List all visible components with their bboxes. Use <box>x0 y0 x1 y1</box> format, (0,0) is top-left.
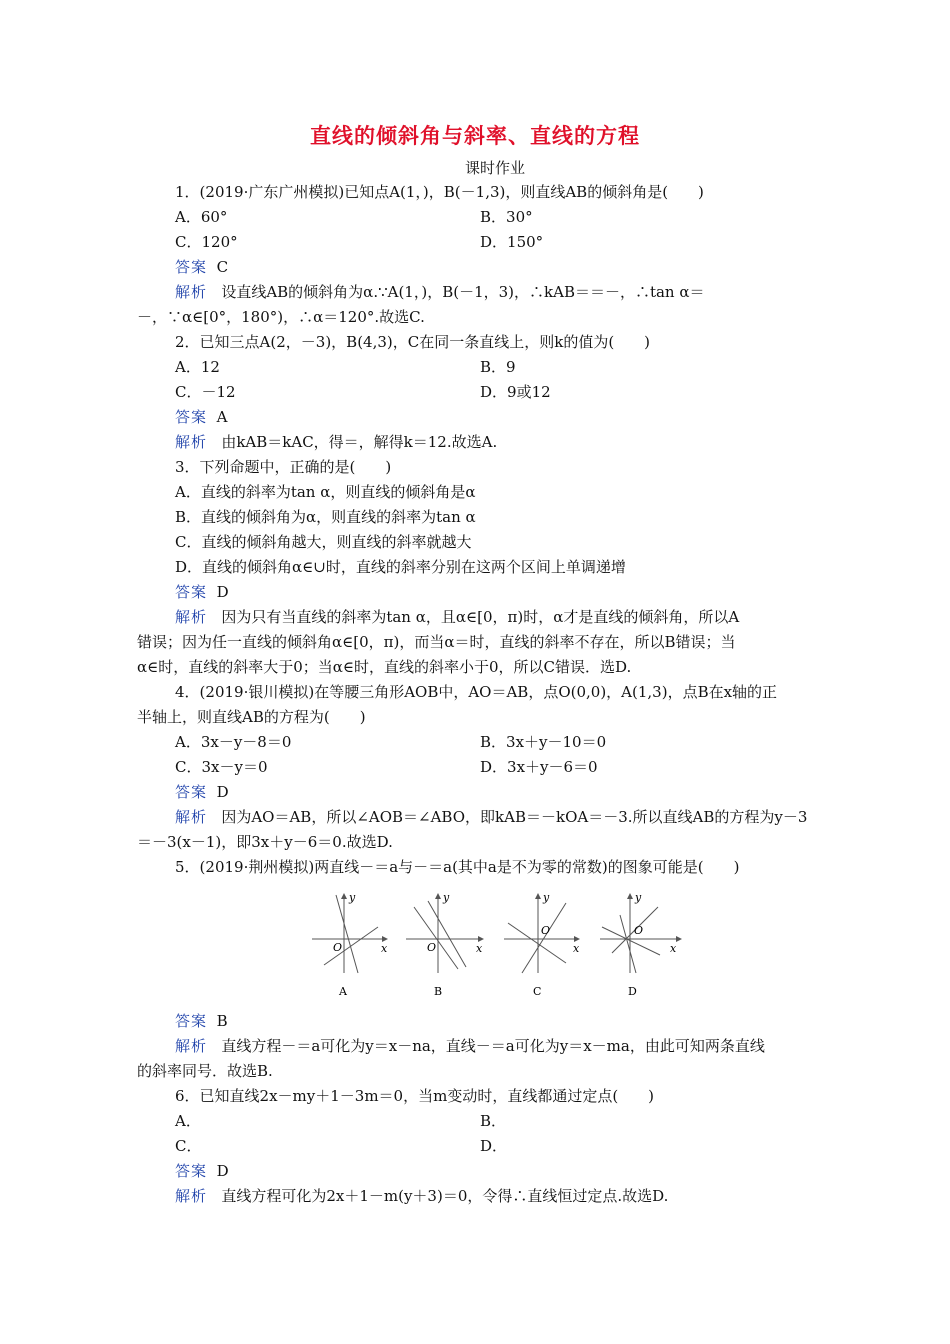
q3-option-a: A．直线的斜率为tan α，则直线的倾斜角是α <box>175 483 476 501</box>
q1-option-c: C．120° <box>175 233 238 251</box>
q2-answer: A <box>216 408 228 426</box>
q3-analysis-3: α∈时，直线的斜率大于0；当α∈时，直线的斜率小于0，所以C错误．选D. <box>137 658 632 676</box>
analysis-label: 解析 <box>175 433 208 451</box>
q5-figure-d <box>600 893 682 998</box>
q6-analysis-row <box>175 1185 668 1207</box>
q2-option-a: A．12 <box>175 358 220 376</box>
analysis-label: 解析 <box>175 1187 208 1205</box>
q6-answer: D <box>216 1162 229 1180</box>
q5-figure-d-label: D <box>628 985 637 998</box>
q2-analysis-1: 由kAB＝kAC，得＝，解得k＝12.故选A. <box>221 433 498 451</box>
q3-option-b: B．直线的倾斜角为α，则直线的斜率为tan α <box>175 508 476 526</box>
q5-stem: 5．(2019·荆州模拟)两直线－＝a与－＝a(其中a是不为零的常数)的图象可能是( ) <box>175 858 740 876</box>
q5-figure-b <box>406 893 484 998</box>
q4-option-a: A．3x－y－8＝0 <box>175 733 292 751</box>
answer-label: 答案 <box>175 783 208 801</box>
q4-analysis-row <box>175 806 807 828</box>
q6-option-a: A． <box>175 1112 201 1130</box>
q5-figure-a-label: A <box>339 985 347 998</box>
answer-label: 答案 <box>175 583 208 601</box>
q5-figure-d-origin: O <box>634 924 644 937</box>
answer-label: 答案 <box>175 258 208 276</box>
analysis-label: 解析 <box>175 808 208 826</box>
q4-answer: D <box>216 783 229 801</box>
q4-analysis-1: 因为AO＝AB，所以∠AOB＝∠ABO，即kAB＝－kOA＝－3.所以直线AB的方程为y－3 <box>221 808 808 826</box>
q5-figure-b-y-label: y <box>443 893 450 904</box>
q4-analysis-2: ＝－3(x－1)，即3x＋y－6＝0.故选D. <box>137 833 393 851</box>
q1-stem: 1．(2019·广东广州模拟)已知点A(1，)，B(－1,3)，则直线AB的倾斜角是( ) <box>175 183 704 201</box>
answer-label: 答案 <box>175 1012 208 1030</box>
q3-option-c: C．直线的倾斜角越大，则直线的斜率就越大 <box>175 533 472 551</box>
q5-answer-row <box>175 1010 228 1032</box>
page-subtitle: 课时作业 <box>464 159 525 177</box>
q5-figure-b-origin: O <box>427 941 437 954</box>
q6-stem: 6．已知直线2x－my＋1－3m＝0，当m变动时，直线都通过定点( ) <box>175 1087 655 1105</box>
q5-figures <box>300 893 700 1003</box>
analysis-label: 解析 <box>175 1037 208 1055</box>
q5-figure-c <box>504 893 580 998</box>
q3-option-d: D．直线的倾斜角α∈∪时，直线的斜率分别在这两个区间上单调递增 <box>175 558 626 576</box>
q2-option-d: D．9或12 <box>480 383 551 401</box>
q1-answer: C <box>216 258 229 276</box>
answer-label: 答案 <box>175 1162 208 1180</box>
q5-answer: B <box>216 1012 228 1030</box>
q4-stem-2: 半轴上，则直线AB的方程为( ) <box>137 708 366 726</box>
q2-option-c: C．－12 <box>175 383 236 401</box>
answer-label: 答案 <box>175 408 208 426</box>
q5-figure-b-label: B <box>434 985 443 998</box>
q5-analysis-2: 的斜率同号．故选B. <box>137 1062 273 1080</box>
q2-analysis-row <box>175 431 497 453</box>
q3-stem: 3．下列命题中，正确的是( ) <box>175 458 392 476</box>
q1-option-d: D．150° <box>480 233 544 251</box>
q3-answer-row <box>175 581 229 603</box>
analysis-label: 解析 <box>175 283 208 301</box>
q5-figure-a-origin: O <box>333 941 343 954</box>
q1-analysis-row <box>175 281 705 303</box>
q3-analysis-1: 因为只有当直线的斜率为tan α，且α∈[0，π)时，α才是直线的倾斜角，所以A <box>221 608 740 626</box>
q4-option-d: D．3x＋y－6＝0 <box>480 758 598 776</box>
q3-analysis-2: 错误；因为任一直线的倾斜角α∈[0，π)，而当α＝时，直线的斜率不存在，所以B错误；当 <box>137 633 736 651</box>
q5-figure-d-y-label: y <box>635 893 642 904</box>
q5-figure-c-origin: O <box>541 924 551 937</box>
q4-stem-1: 4．(2019·银川模拟)在等腰三角形AOB中，AO＝AB，点O(0,0)，A(1,3)，点B在x轴的正 <box>175 683 778 701</box>
q6-option-c: C． <box>175 1137 202 1155</box>
q1-answer-row <box>175 256 228 278</box>
q2-stem: 2．已知三点A(2，－3)，B(4,3)，C在同一条直线上，则k的值为( ) <box>175 333 651 351</box>
q1-option-b: B．30° <box>480 208 533 226</box>
q2-option-b: B．9 <box>480 358 516 376</box>
q4-option-c: C．3x－y＝0 <box>175 758 268 776</box>
q5-figure-c-label: C <box>533 985 542 998</box>
analysis-label: 解析 <box>175 608 208 626</box>
q1-analysis-1: 设直线AB的倾斜角为α.∵A(1，)，B(－1，3)，∴kAB＝＝－，∴tan α＝ <box>221 283 705 301</box>
q6-option-b: B． <box>480 1112 507 1130</box>
q5-figure-c-x-label: x <box>573 942 580 955</box>
q5-figure-a <box>312 893 388 998</box>
q6-option-d: D． <box>480 1137 508 1155</box>
q5-analysis-1: 直线方程－＝a可化为y＝x－na，直线－＝a可化为y＝x－ma，由此可知两条直线 <box>221 1037 765 1055</box>
q5-figure-c-y-label: y <box>543 893 550 904</box>
q5-figure-d-x-label: x <box>670 942 677 955</box>
q3-answer: D <box>216 583 229 601</box>
q5-figure-a-y-label: y <box>349 893 356 904</box>
q2-answer-row <box>175 406 227 428</box>
q3-analysis-row <box>175 606 739 628</box>
page-title: 直线的倾斜角与斜率、直线的方程 <box>310 123 640 148</box>
q1-analysis-2: －，∵α∈[0°，180°)，∴α＝120°.故选C. <box>137 308 425 326</box>
q6-answer-row <box>175 1160 229 1182</box>
q1-option-a: A．60° <box>175 208 228 226</box>
q4-answer-row <box>175 781 229 803</box>
q5-figure-a-x-label: x <box>381 942 388 955</box>
q4-option-b: B．3x＋y－10＝0 <box>480 733 607 751</box>
q5-figure-b-x-label: x <box>476 942 483 955</box>
q5-analysis-row <box>175 1035 765 1057</box>
q6-analysis-1: 直线方程可化为2x＋1－m(y＋3)＝0，令得∴直线恒过定点.故选D. <box>221 1187 669 1205</box>
